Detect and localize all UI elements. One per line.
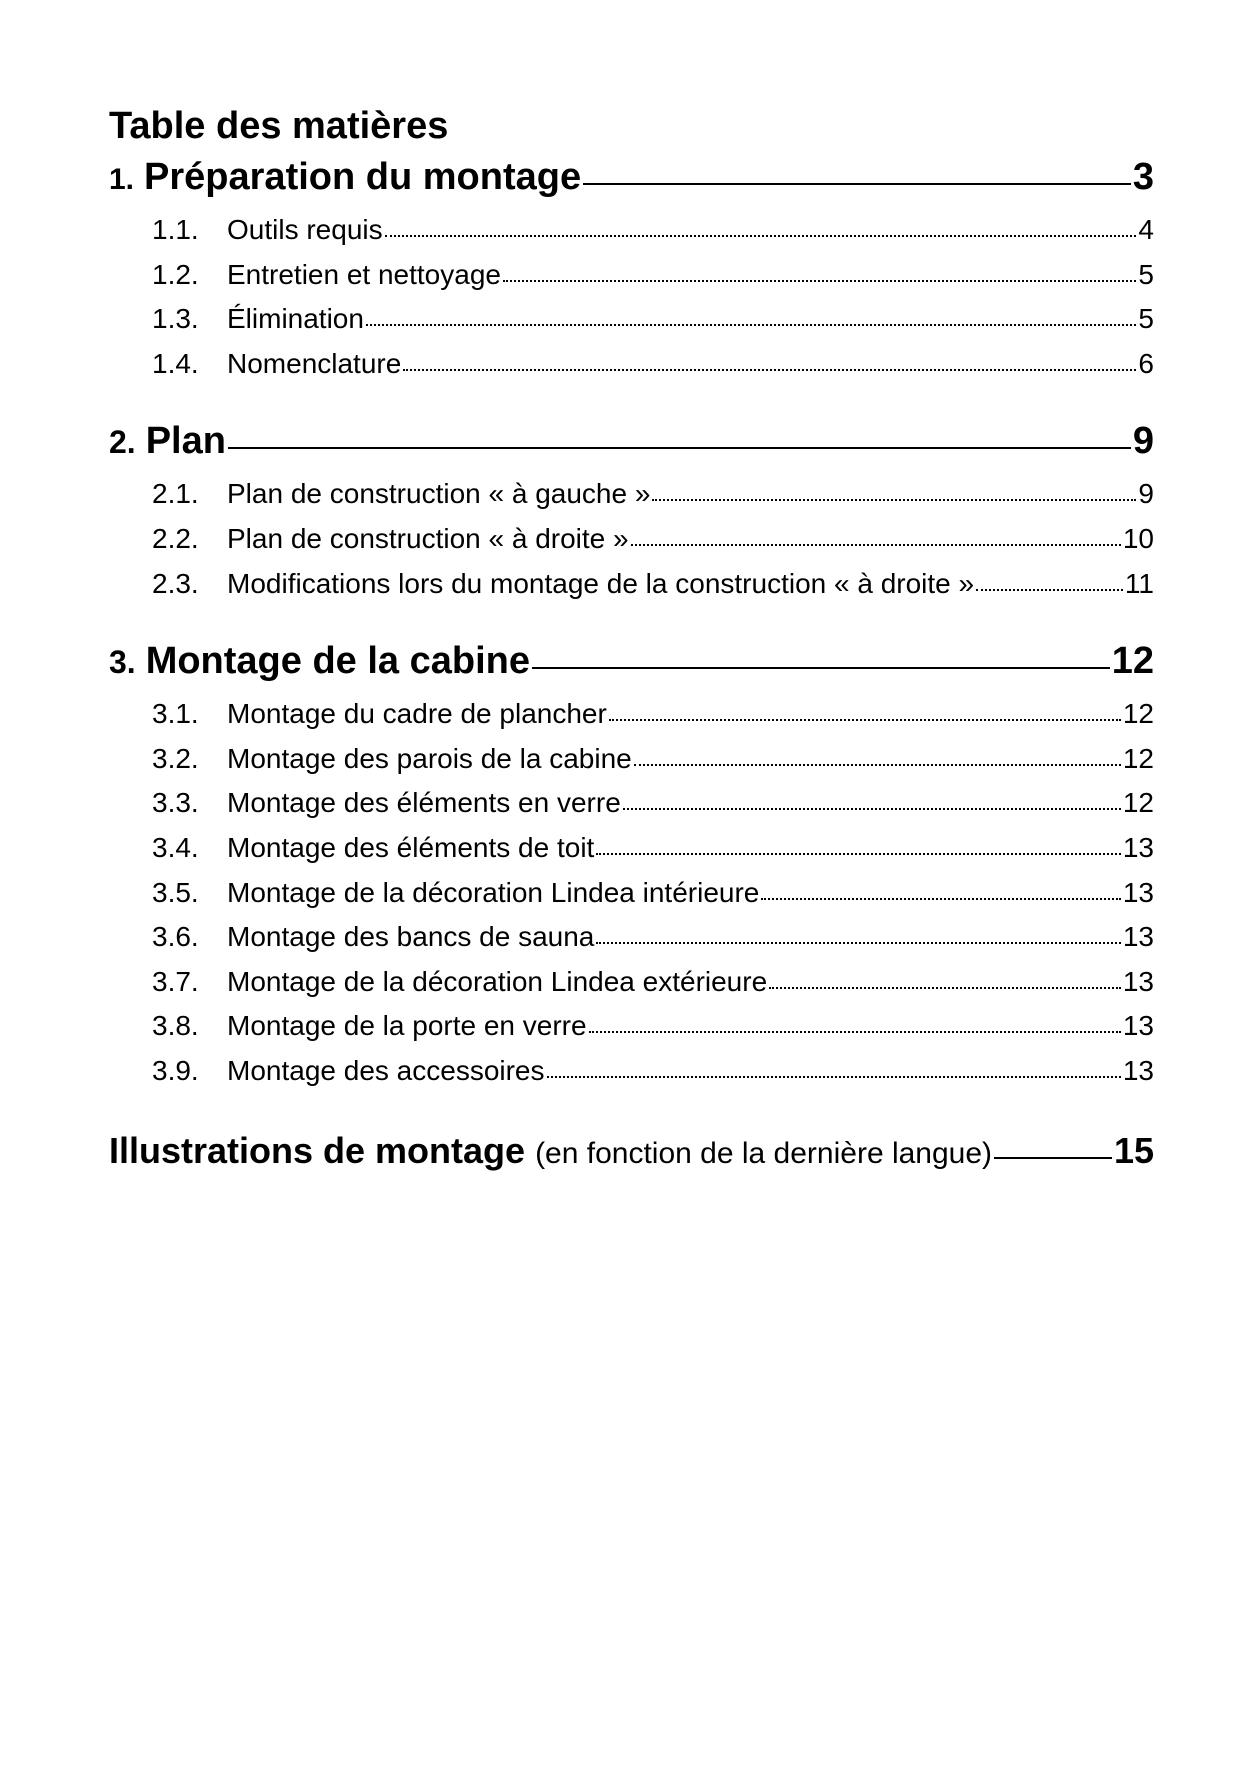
entry-number: 3.9. (152, 1054, 199, 1086)
entry-dot-leader (385, 235, 1137, 237)
toc-chapter-3[interactable] (109, 640, 1154, 698)
chapter-label: Préparation du montage (144, 156, 582, 198)
entry-dot-leader (403, 369, 1136, 371)
chapter-page-number: 3 (1132, 156, 1154, 198)
entry-page-number: 5 (1138, 303, 1154, 335)
toc-entry[interactable] (109, 1055, 1154, 1100)
entry-dot-leader (609, 719, 1121, 721)
entry-number: 1.1. (152, 214, 199, 245)
entry-number: 3.7. (152, 965, 199, 997)
chapter-leader-line (228, 447, 1131, 449)
chapter-page-number: 9 (1132, 420, 1154, 463)
entry-dot-leader (366, 324, 1136, 326)
chapter-leader-line (532, 667, 1110, 669)
chapter-label: Plan (145, 420, 226, 463)
toc-entry[interactable] (109, 698, 1154, 743)
entry-page-number: 4 (1138, 214, 1154, 245)
entry-dot-leader (589, 1031, 1121, 1033)
entry-number: 3.3. (152, 787, 199, 819)
entry-number: 3.5. (152, 876, 199, 908)
entry-number: 3.6. (152, 921, 199, 953)
entry-dot-leader (596, 942, 1120, 944)
toc-entry[interactable] (109, 787, 1154, 832)
entry-label: Nomenclature (227, 347, 402, 379)
toc-entry[interactable] (109, 348, 1154, 393)
entry-number: 2.2. (152, 522, 199, 554)
chapter-number: 1. (109, 163, 135, 196)
toc-entry[interactable] (109, 832, 1154, 877)
toc-entry[interactable] (109, 921, 1154, 966)
entry-page-number: 13 (1122, 965, 1154, 997)
entry-label: Modifications lors du montage de la construction « à droite » (227, 567, 975, 599)
entry-label: Montage de la porte en verre (227, 1010, 587, 1042)
entry-dot-leader (547, 1076, 1121, 1078)
toc-title: Table des matières (109, 105, 449, 147)
entry-label: Montage de la décoration Lindea extérieure (227, 965, 768, 997)
entry-dot-leader (634, 764, 1121, 766)
toc-chapter-2[interactable] (109, 420, 1154, 478)
entry-number: 3.8. (152, 1010, 199, 1042)
entry-label: Plan de construction « à droite » (227, 522, 629, 554)
toc-entry[interactable] (109, 877, 1154, 922)
entry-dot-leader (769, 987, 1121, 989)
entry-label: Outils requis (227, 214, 383, 245)
entry-page-number: 6 (1138, 347, 1154, 379)
entry-number: 2.3. (152, 567, 199, 599)
entry-label: Montage des parois de la cabine (227, 742, 632, 774)
entry-label: Montage des éléments en verre (227, 787, 621, 819)
toc-entry[interactable] (109, 568, 1154, 613)
illustrations-leader-line (994, 1157, 1112, 1159)
entry-page-number: 9 (1138, 478, 1154, 510)
entry-page-number: 12 (1122, 742, 1154, 774)
entry-dot-leader (596, 853, 1121, 855)
toc-entry[interactable] (109, 259, 1154, 304)
entry-number: 3.4. (152, 831, 199, 863)
entry-dot-leader (503, 280, 1136, 282)
toc-entry[interactable] (109, 523, 1154, 568)
entry-page-number: 13 (1122, 1010, 1154, 1042)
toc-entry[interactable] (109, 214, 1154, 259)
entry-page-number: 11 (1124, 567, 1154, 599)
toc-chapter-1[interactable] (109, 156, 1154, 214)
entry-page-number: 13 (1122, 1054, 1154, 1086)
entry-page-number: 13 (1122, 876, 1154, 908)
entry-dot-leader (631, 544, 1121, 546)
entry-label: Plan de construction « à gauche » (227, 478, 651, 510)
chapter-number: 3. (109, 644, 136, 681)
entry-label: Montage des accessoires (227, 1054, 545, 1086)
entry-page-number: 13 (1122, 921, 1154, 953)
entry-page-number: 10 (1122, 522, 1154, 554)
entry-number: 1.3. (152, 303, 199, 335)
section-spacer (109, 392, 1154, 420)
illustrations-note: (en fonction de la dernière langue) (535, 1136, 993, 1170)
toc-entry[interactable] (109, 303, 1154, 348)
entry-label: Entretien et nettoyage (227, 258, 501, 290)
entry-number: 1.4. (152, 347, 199, 379)
entry-number: 1.2. (152, 258, 199, 290)
illustrations-label: Illustrations de montage (109, 1129, 526, 1171)
entry-page-number: 12 (1122, 698, 1154, 730)
chapter-page-number: 12 (1111, 640, 1154, 683)
chapter-label: Montage de la cabine (145, 640, 530, 683)
section-spacer (109, 612, 1154, 640)
entry-label: Élimination (227, 303, 364, 335)
entry-dot-leader (623, 808, 1121, 810)
toc-entry[interactable] (109, 478, 1154, 523)
entry-label: Montage de la décoration Lindea intérieure (227, 876, 760, 908)
toc-entry[interactable] (109, 743, 1154, 788)
entry-page-number: 12 (1122, 787, 1154, 819)
entry-label: Montage des bancs de sauna (227, 921, 595, 953)
entry-number: 3.2. (152, 742, 199, 774)
section-spacer (109, 1100, 1154, 1130)
toc-container (109, 96, 1154, 1188)
toc-entry[interactable] (109, 966, 1154, 1011)
entry-number: 2.1. (152, 478, 199, 510)
entry-dot-leader (976, 589, 1123, 591)
entry-dot-leader (761, 898, 1120, 900)
chapter-number: 2. (109, 424, 136, 461)
entry-number: 3.1. (152, 698, 199, 730)
toc-illustrations[interactable] (109, 1130, 1154, 1188)
toc-entry[interactable] (109, 1010, 1154, 1055)
entry-page-number: 5 (1138, 258, 1154, 290)
entry-label: Montage du cadre de plancher (227, 698, 607, 730)
entry-dot-leader (652, 499, 1136, 501)
entry-label: Montage des éléments de toit (227, 831, 595, 863)
illustrations-page-number: 15 (1113, 1129, 1154, 1171)
chapter-leader-line (583, 183, 1131, 185)
entry-page-number: 13 (1122, 831, 1154, 863)
